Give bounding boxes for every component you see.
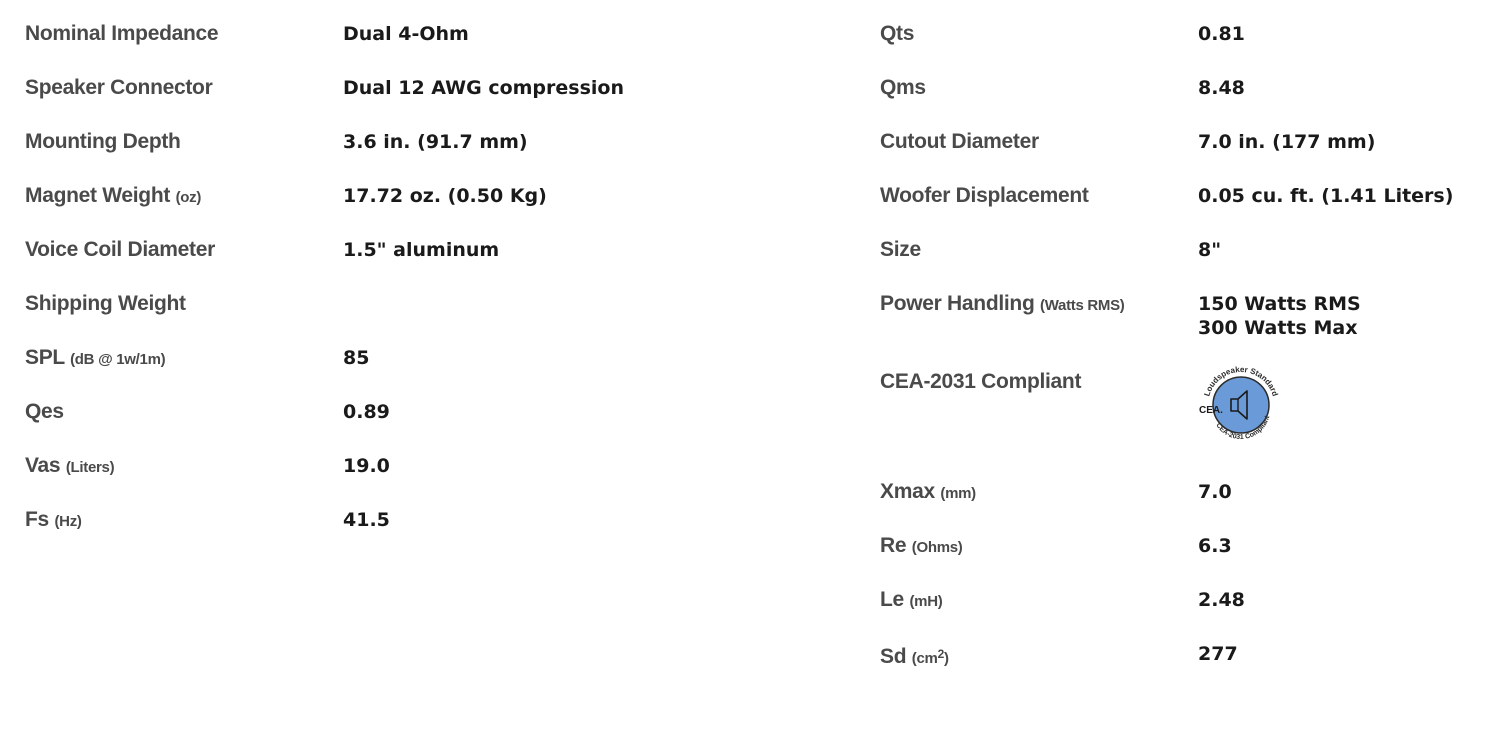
spec-row-power-handling [880,286,1500,364]
spec-unit: (Watts RMS) [1040,297,1125,314]
spec-value: 1.5" aluminum [343,239,500,261]
spec-label: Cutout Diameter [880,130,1039,153]
spec-label: Mounting Depth [25,130,181,153]
spec-row-cea-2031 [880,364,1500,474]
spec-label: Size [880,238,921,261]
spec-value: 85 [343,347,370,369]
spec-label: Sd [880,645,907,668]
spec-label: Fs [25,508,49,531]
spec-unit: (dB @ 1w/1m) [70,351,166,368]
spec-value: 0.81 [1198,23,1245,45]
spec-value: 19.0 [343,455,390,477]
spec-row-qes [25,394,845,448]
spec-row-le [880,582,1500,636]
spec-label: Xmax [880,480,935,503]
spec-value: 2.48 [1198,589,1245,611]
spec-value: 7.0 in. (177 mm) [1198,131,1376,153]
spec-value: 0.05 cu. ft. (1.41 Liters) [1198,185,1454,207]
spec-row-spl [25,340,845,394]
spec-label: Qes [25,400,64,423]
spec-unit: (Ohms) [911,539,963,556]
spec-unit-prefix: (cm [911,650,938,667]
spec-unit: (oz) [175,189,202,206]
spec-unit: (Hz) [54,513,82,530]
spec-label: Magnet Weight [25,184,171,207]
spec-row-magnet-weight [25,178,845,232]
spec-row-xmax [880,474,1500,528]
spec-label: Qms [880,76,926,99]
spec-label: Qts [880,22,915,45]
left-spec-column [25,16,845,556]
spec-row-woofer-displacement [880,178,1500,232]
spec-row-qms [880,70,1500,124]
spec-unit-suffix: ) [943,650,949,667]
spec-unit-superscript: 2 [937,647,944,661]
spec-label: SPL [25,346,65,369]
spec-value: Dual 4-Ohm [343,23,469,45]
spec-row-size [880,232,1500,286]
badge-text-top: Loudspeaker Standard [1202,364,1280,398]
spec-row-qts [880,16,1500,70]
spec-value: 6.3 [1198,535,1232,557]
spec-row-re [880,528,1500,582]
spec-label: Power Handling [880,292,1035,315]
spec-label: Vas [25,454,61,477]
spec-value: 0.89 [343,401,390,423]
spec-row-voice-coil-diameter [25,232,845,286]
spec-value: 7.0 [1198,481,1232,503]
spec-row-mounting-depth [25,124,845,178]
spec-label: Woofer Displacement [880,184,1089,207]
spec-value: 8.48 [1198,77,1245,99]
badge-text-bottom: CEA-2031 Compliant [1214,415,1272,442]
spec-unit: (mm) [940,485,976,502]
spec-value-multiline [1198,286,1361,340]
spec-label: Speaker Connector [25,76,213,99]
spec-value-line: 150 Watts RMS [1198,293,1361,315]
cea-2031-compliant-badge-icon [1198,364,1284,453]
spec-row-speaker-connector [25,70,845,124]
spec-label: Shipping Weight [25,292,186,315]
spec-unit: (Liters) [65,459,115,476]
spec-row-sd [880,636,1500,690]
spec-value: 277 [1198,643,1238,665]
spec-value: 8" [1198,239,1222,261]
spec-value-line: 300 Watts Max [1198,317,1358,339]
spec-value: 17.72 oz. (0.50 Kg) [343,185,547,207]
spec-row-vas [25,448,845,502]
spec-row-shipping-weight [25,286,845,340]
right-spec-column [880,16,1500,690]
spec-value: 3.6 in. (91.7 mm) [343,131,528,153]
spec-value: Dual 12 AWG compression [343,77,625,99]
spec-row-cutout-diameter [880,124,1500,178]
spec-unit: (mH) [909,593,943,610]
spec-label: Le [880,588,904,611]
spec-label: Voice Coil Diameter [25,238,215,261]
spec-row-fs [25,502,845,556]
spec-unit [911,647,949,667]
spec-label: Re [880,534,907,557]
spec-row-nominal-impedance [25,16,845,70]
spec-value: 41.5 [343,509,390,531]
spec-label: CEA-2031 Compliant [880,370,1082,393]
spec-label: Nominal Impedance [25,22,219,45]
badge-brand: CEA. [1199,405,1223,416]
